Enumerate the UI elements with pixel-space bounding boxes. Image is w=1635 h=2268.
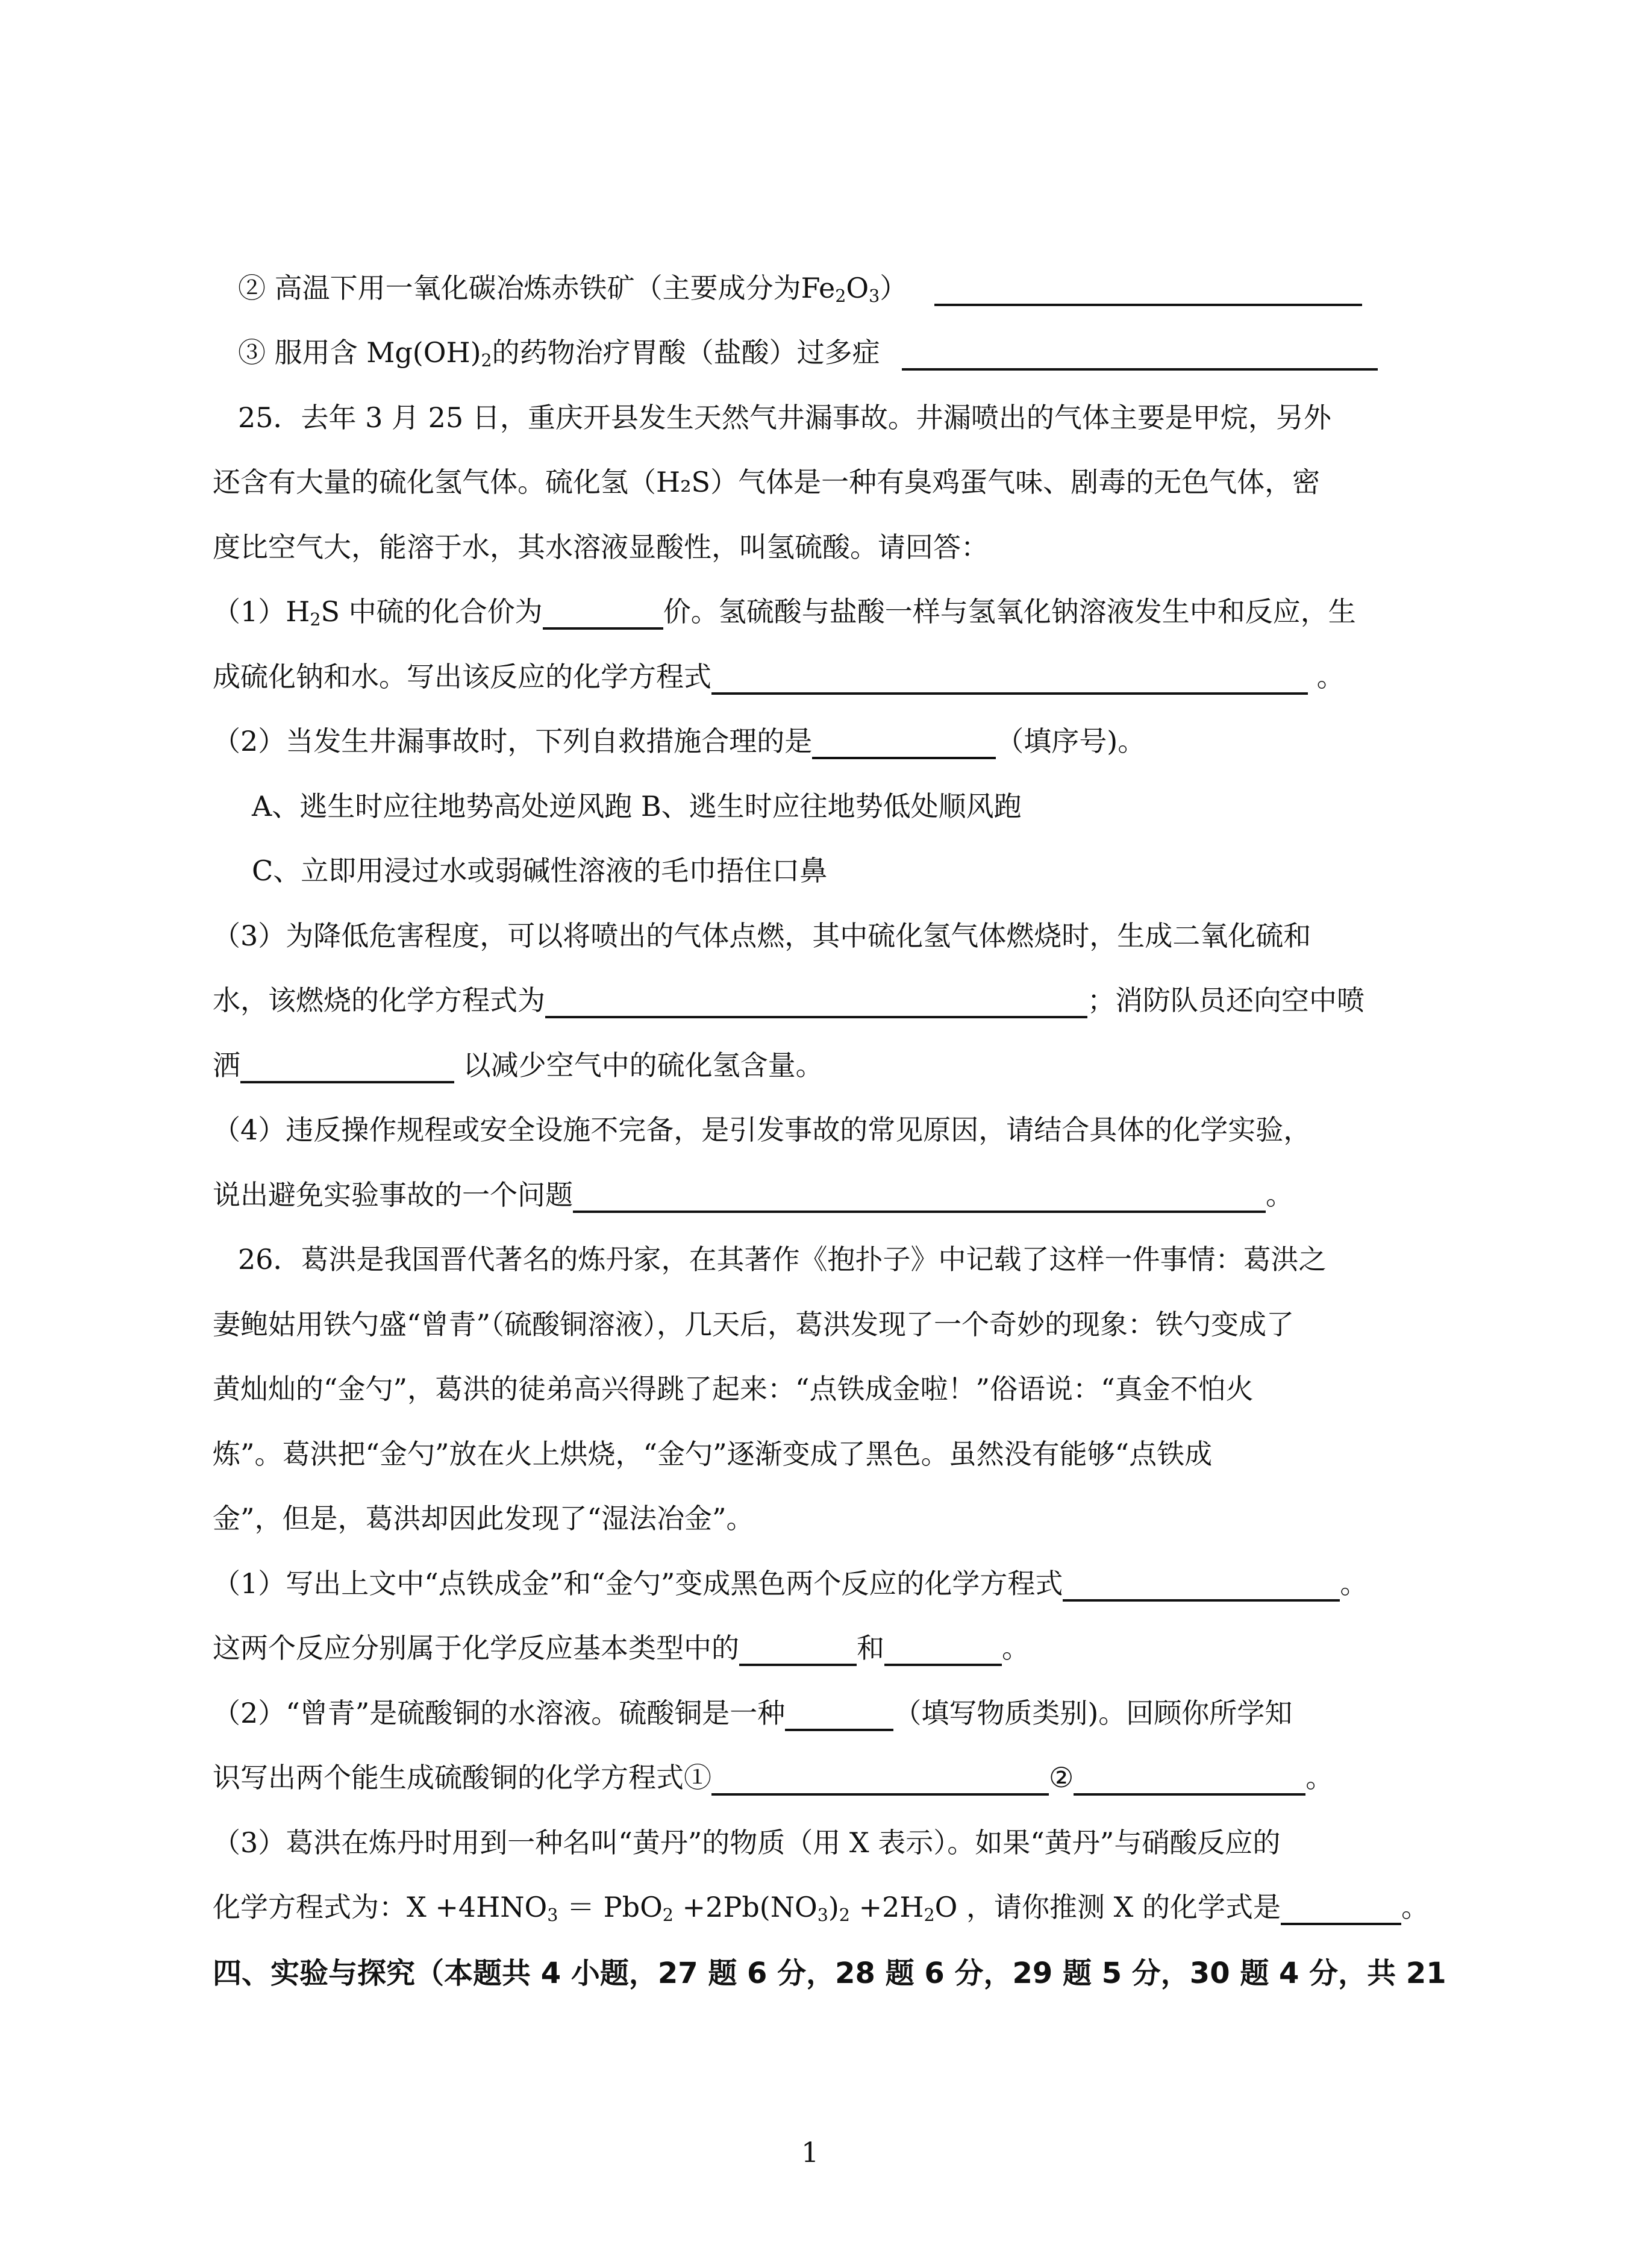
answer-blank[interactable] bbox=[711, 662, 1308, 695]
q25-stem-line-1: 25．去年 3 月 25 日，重庆开县发生天然气井漏事故。井漏喷出的气体主要是甲烷，另外 bbox=[238, 401, 1331, 434]
q26-stem-line-2: 妻鲍姑用铁勺盛“曾青”（硫酸铜溶液），几天后，葛洪发现了一个奇妙的现象：铁勺变成了 bbox=[213, 1308, 1295, 1341]
page-number: 1 bbox=[801, 2136, 819, 2169]
answer-blank[interactable] bbox=[240, 1051, 454, 1083]
answer-blank[interactable] bbox=[934, 274, 1362, 306]
answer-blank[interactable] bbox=[545, 986, 1087, 1018]
answer-blank[interactable] bbox=[739, 1634, 857, 1666]
q25-part-3: （3）为降低危害程度，可以将喷出的气体点燃，其中硫化氢气体燃烧时，生成二氧化硫和 bbox=[213, 919, 1311, 952]
circled-number: ③ bbox=[238, 336, 266, 369]
answer-blank[interactable] bbox=[1063, 1569, 1340, 1602]
answer-blank[interactable] bbox=[573, 1180, 1266, 1213]
answer-blank[interactable] bbox=[543, 597, 663, 630]
answer-blank[interactable] bbox=[884, 1634, 1002, 1666]
answer-blank[interactable] bbox=[711, 1763, 1049, 1796]
q25-option-c: C、立即用浸过水或弱碱性溶液的毛巾捂住口鼻 bbox=[252, 854, 828, 887]
answer-blank[interactable] bbox=[785, 1699, 893, 1731]
q26-part-3: （3）葛洪在炼丹时用到一种名叫“黄丹”的物质（用 X 表示）。如果“黄丹”与硝酸反应的 bbox=[213, 1826, 1281, 1859]
q24-item-3: ③ 服用含 $Mg(OH)_2$的药物治疗胃酸（盐酸）过多症 bbox=[238, 334, 1378, 371]
q25-part-2: （2）当发生井漏事故时，下列自救措施合理的是 （填序号)。 bbox=[213, 723, 1145, 759]
q25-part-3-cont: 水，该燃烧的化学方程式为 ；消防队员还向空中喷 bbox=[213, 982, 1365, 1018]
q25-part-4-cont: 说出避免实验事故的一个问题 。 bbox=[213, 1177, 1293, 1213]
q26-stem-line-3: 黄灿灿的“金勺”，葛洪的徒弟高兴得跳了起来：“点铁成金啦！”俗语说：“真金不怕火 bbox=[213, 1373, 1254, 1405]
q25-part-1-cont: 成硫化钠和水。写出该反应的化学方程式 。 bbox=[213, 659, 1345, 695]
q25-options-ab: A、逃生时应往地势高处逆风跑 B、逃生时应往地势低处顺风跑 bbox=[252, 790, 1022, 822]
q26-stem-line-5: 金”，但是，葛洪却因此发现了“湿法冶金”。 bbox=[213, 1502, 754, 1535]
answer-blank[interactable] bbox=[812, 727, 996, 759]
answer-blank[interactable] bbox=[1074, 1763, 1305, 1796]
q26-part-3-cont: 化学方程式为：$X +4HNO_3 = PbO_2 +2Pb(NO_3)_2 +2H_2O$ ，请你推测 X 的化学式是 。 bbox=[213, 1891, 1429, 1926]
q26-stem-line-1: 26．葛洪是我国晋代著名的炼丹家，在其著作《抱扑子》中记载了这样一件事情：葛洪之 bbox=[238, 1243, 1327, 1276]
q26-stem-line-4: 炼”。葛洪把“金勺”放在火上烘烧，“金勺”逐渐变成了黑色。虽然没有能够“点铁成 bbox=[213, 1438, 1213, 1470]
q25-part-4: （4）违反操作规程或安全设施不完备，是引发事故的常见原因，请结合具体的化学实验， bbox=[213, 1114, 1311, 1146]
q24-item-2: ② 高温下用一氧化碳冶炼赤铁矿（主要成分为$Fe_2O_3$） bbox=[238, 270, 1362, 306]
q26-part-1-cont: 这两个反应分别属于化学反应基本类型中的 和 。 bbox=[213, 1630, 1030, 1666]
answer-blank[interactable] bbox=[902, 338, 1378, 371]
q25-stem-line-2: 还含有大量的硫化氢气体。硫化氢（H₂S）气体是一种有臭鸡蛋气味、剧毒的无色气体，密 bbox=[213, 466, 1321, 498]
q25-stem-line-3: 度比空气大，能溶于水，其水溶液显酸性，叫氢硫酸。请回答： bbox=[213, 531, 989, 563]
q25-part-3-cont2: 洒 以减少空气中的硫化氢含量。 bbox=[213, 1047, 824, 1083]
answer-blank[interactable] bbox=[1281, 1893, 1401, 1925]
q26-part-1: （1）写出上文中“点铁成金”和“金勺”变成黑色两个反应的化学方程式 。 bbox=[213, 1565, 1368, 1602]
q26-part-2: （2）“曾青”是硫酸铜的水溶液。硫酸铜是一种 （填写物质类别)。回顾你所学知 bbox=[213, 1695, 1292, 1731]
q25-part-1: $(1)H_2S$ 中硫的化合价为 价。氢硫酸与盐酸一样与氢氧化钠溶液发生中和反应，生 bbox=[213, 595, 1356, 630]
circled-number: ② bbox=[238, 272, 266, 304]
q26-part-2-cont: 识写出两个能生成硫酸铜的化学方程式① ② 。 bbox=[213, 1759, 1333, 1796]
section-heading: 四、实验与探究（本题共 4 小题，27 题 6 分，28 题 6 分，29 题 5 分，30 题 4 分，共 21 bbox=[213, 1956, 1446, 1990]
